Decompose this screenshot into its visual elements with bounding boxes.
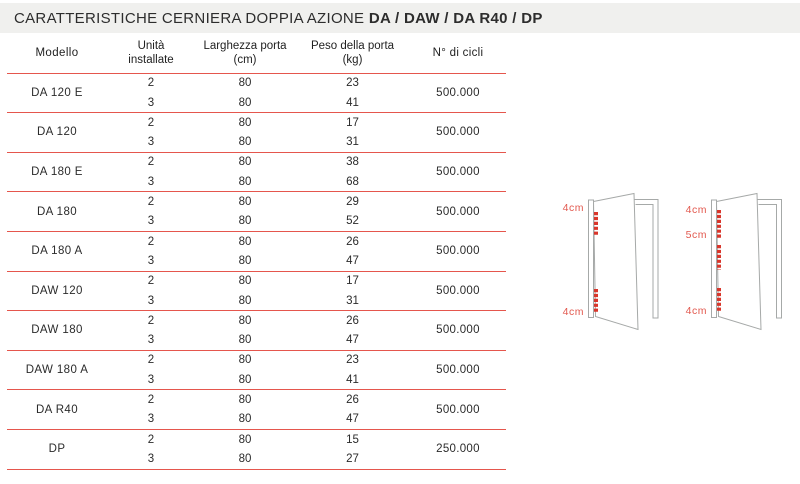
weight-cell: 41 bbox=[346, 373, 359, 386]
sub-rows bbox=[107, 272, 410, 311]
units-cell: 3 bbox=[147, 294, 155, 307]
width-cell: 80 bbox=[238, 354, 252, 367]
sub-row bbox=[107, 74, 410, 93]
model-cell: DP bbox=[48, 443, 66, 456]
weight-cell: 26 bbox=[346, 314, 359, 327]
units-cell: 2 bbox=[147, 77, 155, 90]
door-frame-icon bbox=[758, 200, 782, 319]
spec-table bbox=[7, 33, 506, 470]
units-cell: 2 bbox=[147, 393, 155, 406]
weight-cell: 17 bbox=[346, 275, 359, 288]
weight-cell: 38 bbox=[346, 156, 359, 169]
sub-row bbox=[107, 291, 410, 310]
sub-rows bbox=[107, 153, 410, 192]
sub-row bbox=[107, 192, 410, 211]
units-cell: 2 bbox=[147, 275, 155, 288]
sub-rows bbox=[107, 192, 410, 231]
units-cell: 3 bbox=[147, 373, 155, 386]
weight-cell: 41 bbox=[346, 96, 359, 109]
width-cell: 80 bbox=[238, 77, 252, 90]
sub-rows bbox=[107, 113, 410, 152]
units-cell: 2 bbox=[147, 116, 155, 129]
dimension-label-middle: 5cm bbox=[685, 229, 707, 241]
units-cell: 2 bbox=[147, 433, 155, 446]
units-cell: 3 bbox=[147, 96, 155, 109]
dimension-label-top: 4cm bbox=[562, 202, 584, 214]
units-cell: 3 bbox=[147, 452, 155, 465]
sub-row bbox=[107, 430, 410, 449]
units-cell: 3 bbox=[147, 334, 155, 347]
weight-cell: 47 bbox=[346, 413, 359, 426]
sub-rows bbox=[107, 351, 410, 390]
page-title: CARATTERISTICHE CERNIERA DOPPIA AZIONE bbox=[14, 9, 369, 27]
width-cell: 80 bbox=[238, 136, 252, 149]
units-cell: 3 bbox=[147, 254, 155, 267]
table-row bbox=[7, 192, 506, 232]
door-leaf-icon bbox=[594, 194, 639, 330]
units-cell: 3 bbox=[147, 175, 155, 188]
weight-cell: 26 bbox=[346, 235, 359, 248]
sub-row bbox=[107, 172, 410, 191]
width-cell: 80 bbox=[238, 373, 252, 386]
units-cell: 3 bbox=[147, 413, 155, 426]
width-cell: 80 bbox=[238, 393, 252, 406]
units-cell: 3 bbox=[147, 136, 155, 149]
cycles-cell: 250.000 bbox=[436, 443, 480, 456]
door-jamb-icon bbox=[712, 200, 717, 318]
cycles-cell: 500.000 bbox=[436, 245, 480, 258]
width-cell: 80 bbox=[238, 294, 252, 307]
weight-cell: 23 bbox=[346, 354, 359, 367]
cycles-cell: 500.000 bbox=[436, 86, 480, 99]
weight-cell: 31 bbox=[346, 136, 359, 149]
width-cell: 80 bbox=[238, 254, 252, 267]
cycles-cell: 500.000 bbox=[436, 166, 480, 179]
cycles-cell: 500.000 bbox=[436, 324, 480, 337]
dimension-label-bottom: 4cm bbox=[562, 306, 584, 318]
dimension-label-bottom: 4cm bbox=[685, 305, 707, 317]
door-leaf-icon bbox=[717, 194, 762, 330]
model-cell: DA R40 bbox=[35, 403, 79, 416]
column-header-modello: Modello bbox=[35, 46, 79, 59]
width-cell: 80 bbox=[238, 334, 252, 347]
door-diagrams bbox=[552, 183, 800, 340]
sub-rows bbox=[107, 74, 410, 113]
cycles-cell: 500.000 bbox=[436, 403, 480, 416]
sub-row bbox=[107, 251, 410, 270]
weight-cell: 47 bbox=[346, 334, 359, 347]
units-cell: 2 bbox=[147, 235, 155, 248]
sub-row bbox=[107, 153, 410, 172]
sub-row bbox=[107, 330, 410, 349]
width-cell: 80 bbox=[238, 314, 252, 327]
door-diagram-2-hinges bbox=[563, 194, 658, 330]
table-row bbox=[7, 272, 506, 312]
width-cell: 80 bbox=[238, 196, 252, 209]
model-cell: DA 120 bbox=[36, 126, 78, 139]
dimension-label-top: 4cm bbox=[685, 204, 707, 216]
table-row bbox=[7, 390, 506, 430]
sub-row bbox=[107, 410, 410, 429]
cycles-cell: 500.000 bbox=[436, 205, 480, 218]
width-cell: 80 bbox=[238, 156, 252, 169]
cycles-cell: 500.000 bbox=[436, 284, 480, 297]
table-row bbox=[7, 351, 506, 391]
model-cell: DAW 180 A bbox=[25, 364, 89, 377]
width-cell: 80 bbox=[238, 413, 252, 426]
door-jamb-icon bbox=[589, 200, 594, 318]
width-cell: 80 bbox=[238, 116, 252, 129]
table-row bbox=[7, 113, 506, 153]
weight-cell: 47 bbox=[346, 254, 359, 267]
weight-cell: 15 bbox=[346, 433, 359, 446]
model-cell: DA 180 bbox=[36, 205, 78, 218]
weight-cell: 29 bbox=[346, 196, 359, 209]
weight-cell: 27 bbox=[346, 452, 359, 465]
weight-cell: 23 bbox=[346, 77, 359, 90]
door-frame-icon bbox=[635, 200, 659, 319]
sub-row bbox=[107, 272, 410, 291]
width-cell: 80 bbox=[238, 235, 252, 248]
table-header-row bbox=[7, 33, 506, 74]
units-cell: 3 bbox=[147, 215, 155, 228]
sub-row bbox=[107, 449, 410, 468]
table-row bbox=[7, 74, 506, 114]
sub-row bbox=[107, 113, 410, 132]
column-header-larghezza-porta: Larghezza porta (cm) bbox=[203, 39, 287, 66]
units-cell: 2 bbox=[147, 314, 155, 327]
model-cell: DA 180 E bbox=[31, 166, 83, 179]
weight-cell: 31 bbox=[346, 294, 359, 307]
sub-rows bbox=[107, 311, 410, 350]
sub-rows bbox=[107, 232, 410, 271]
weight-cell: 26 bbox=[346, 393, 359, 406]
table-row bbox=[7, 430, 506, 470]
page-title-models: DA / DAW / DA R40 / DP bbox=[368, 9, 543, 27]
width-cell: 80 bbox=[238, 175, 252, 188]
sub-row bbox=[107, 311, 410, 330]
column-header-peso-porta: Peso della porta (kg) bbox=[310, 39, 395, 66]
model-cell: DAW 120 bbox=[31, 284, 83, 297]
table-row bbox=[7, 232, 506, 272]
column-header-unita-installate: Unità installate bbox=[128, 39, 174, 66]
spec-table-body bbox=[7, 74, 506, 470]
door-diagram-3-hinges bbox=[686, 194, 782, 330]
width-cell: 80 bbox=[238, 96, 252, 109]
sub-row bbox=[107, 132, 410, 151]
units-cell: 2 bbox=[147, 156, 155, 169]
width-cell: 80 bbox=[238, 452, 252, 465]
table-row bbox=[7, 153, 506, 193]
sub-rows bbox=[107, 430, 410, 469]
width-cell: 80 bbox=[238, 275, 252, 288]
cycles-cell: 500.000 bbox=[436, 126, 480, 139]
weight-cell: 68 bbox=[346, 175, 359, 188]
weight-cell: 17 bbox=[346, 116, 359, 129]
sub-row bbox=[107, 93, 410, 112]
model-cell: DAW 180 bbox=[31, 324, 83, 337]
model-cell: DA 180 A bbox=[31, 245, 83, 258]
units-cell: 2 bbox=[147, 354, 155, 367]
sub-row bbox=[107, 390, 410, 409]
sub-rows bbox=[107, 390, 410, 429]
width-cell: 80 bbox=[238, 433, 252, 446]
sub-row bbox=[107, 232, 410, 251]
column-header-cicli: N° di cicli bbox=[432, 46, 484, 59]
weight-cell: 52 bbox=[346, 215, 359, 228]
cycles-cell: 500.000 bbox=[436, 364, 480, 377]
model-cell: DA 120 E bbox=[31, 86, 83, 99]
title-bar bbox=[0, 3, 800, 33]
table-row bbox=[7, 311, 506, 351]
units-cell: 2 bbox=[147, 196, 155, 209]
sub-row bbox=[107, 370, 410, 389]
width-cell: 80 bbox=[238, 215, 252, 228]
sub-row bbox=[107, 351, 410, 370]
sub-row bbox=[107, 212, 410, 231]
